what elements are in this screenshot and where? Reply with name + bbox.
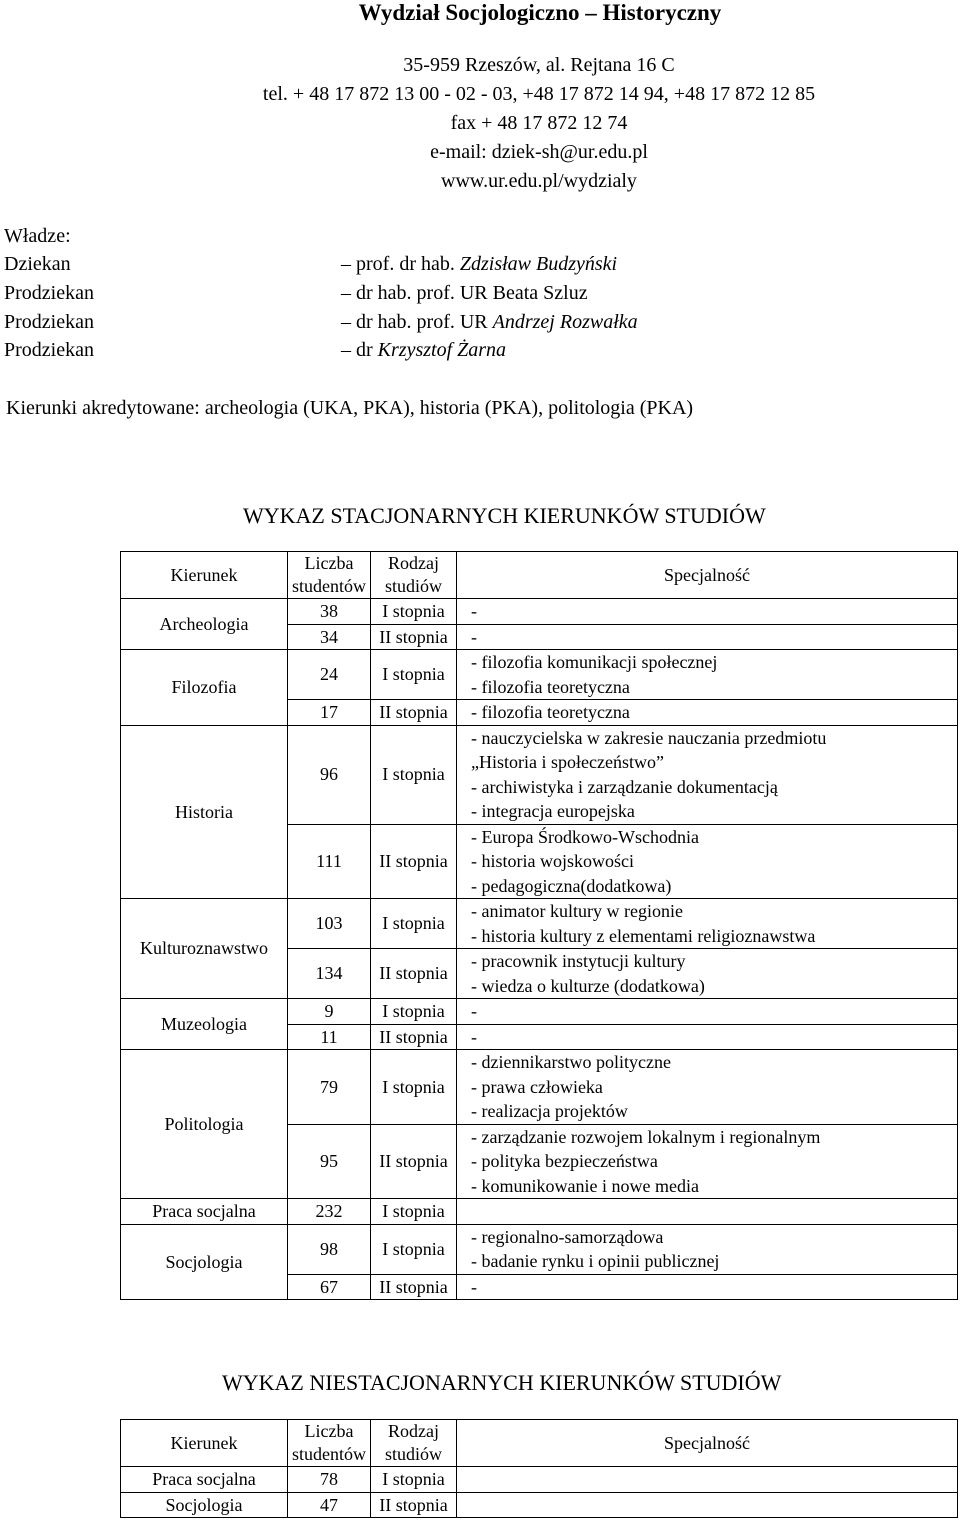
student-count: 9 — [288, 999, 371, 1025]
specialization-line: - filozofia teoretyczna — [471, 676, 630, 697]
study-level: II stopnia — [371, 1492, 457, 1518]
study-level: I stopnia — [371, 999, 457, 1025]
study-level: I stopnia — [371, 725, 457, 824]
specialization-line: - historia kultury z elementami religioznawstwa — [471, 925, 816, 946]
specialization-line: - filozofia komunikacji społecznej — [471, 652, 718, 672]
col-rodzaj: Rodzaj studiów — [371, 552, 457, 599]
vice-dean-entry: – dr Krzysztof Żarna — [341, 339, 507, 361]
specializations — [457, 899, 958, 949]
program-name: Filozofia — [121, 650, 288, 726]
role-label: Dziekan — [4, 253, 71, 275]
study-level: I stopnia — [371, 899, 457, 949]
specializations — [457, 1224, 958, 1274]
student-count: 67 — [288, 1274, 371, 1300]
program-name: Praca socjalna — [121, 1467, 288, 1493]
address-line: 35-959 Rzeszów, al. Rejtana 16 C — [403, 54, 675, 76]
table-header-row — [121, 1420, 958, 1467]
table-row — [121, 599, 958, 625]
table-row — [121, 650, 958, 700]
col-liczba: Liczba studentów — [288, 1420, 371, 1467]
specializations — [457, 725, 958, 824]
col-kierunek: Kierunek — [121, 1420, 288, 1467]
student-count: 79 — [288, 1050, 371, 1125]
specializations — [457, 1124, 958, 1199]
specializations — [457, 700, 958, 726]
specializations — [457, 824, 958, 899]
accredited-programs: Kierunki akredytowane: archeologia (UKA, PKA), historia (PKA), politologia (PKA) — [6, 397, 694, 419]
vice-dean-entry: – dr hab. prof. UR Andrzej Rozwałka — [341, 311, 638, 333]
specialization-line: - prawa człowieka — [471, 1076, 603, 1097]
specialization-line: - pracownik instytucji kultury — [471, 951, 686, 971]
program-name: Kulturoznawstwo — [121, 899, 288, 999]
table-row — [121, 1492, 958, 1518]
study-level: I stopnia — [371, 599, 457, 625]
student-count: 134 — [288, 949, 371, 999]
specialization-line: - regionalno-samorządowa — [471, 1226, 664, 1247]
specialization-line: - — [471, 626, 477, 647]
telephone-line: tel. + 48 17 872 13 00 - 02 - 03, +48 17 872 14 94, +48 17 872 12 85 — [262, 83, 816, 105]
student-count: 47 — [288, 1492, 371, 1518]
specializations — [457, 650, 958, 700]
program-name: Politologia — [121, 1050, 288, 1199]
specializations — [457, 1024, 958, 1050]
col-liczba: Liczba studentów — [288, 552, 371, 599]
website-line: www.ur.edu.pl/wydzialy — [441, 170, 637, 192]
table-row — [121, 1467, 958, 1493]
specialization-line: - Europa Środkowo-Wschodnia — [471, 826, 699, 847]
email-line: e-mail: dziek-sh@ur.edu.pl — [430, 141, 648, 163]
specialization-line: - historia wojskowości — [471, 851, 634, 871]
student-count: 11 — [288, 1024, 371, 1050]
table-header-row — [121, 552, 958, 599]
col-kierunek: Kierunek — [121, 552, 288, 599]
stationary-programs-table — [120, 551, 958, 1300]
specialization-line: - — [471, 601, 477, 621]
table-row — [121, 1050, 958, 1125]
study-level: II stopnia — [371, 1024, 457, 1050]
role-label: Prodziekan — [4, 311, 94, 333]
program-name: Praca socjalna — [121, 1199, 288, 1225]
nonstationary-programs-table — [120, 1419, 958, 1518]
specialization-line: - wiedza o kulturze (dodatkowa) — [471, 975, 705, 996]
program-name: Historia — [121, 725, 288, 899]
table-row — [121, 999, 958, 1025]
specializations — [457, 1199, 958, 1225]
specializations — [457, 949, 958, 999]
program-name: Socjologia — [121, 1492, 288, 1518]
specializations — [457, 1050, 958, 1125]
role-label: Prodziekan — [4, 339, 94, 361]
table-row — [121, 899, 958, 949]
vice-dean-entry: – dr hab. prof. UR Beata Szluz — [341, 282, 588, 304]
study-level: II stopnia — [371, 1124, 457, 1199]
dean-entry: – prof. dr hab. Zdzisław Budzyński — [341, 253, 618, 275]
student-count: 78 — [288, 1467, 371, 1493]
table-row — [121, 725, 958, 824]
specializations — [457, 599, 958, 625]
specialization-line: „Historia i społeczeństwo” — [471, 752, 664, 772]
table-row — [121, 1224, 958, 1274]
specialization-line: - animator kultury w regionie — [471, 901, 683, 921]
specializations — [457, 1274, 958, 1300]
student-count: 96 — [288, 725, 371, 824]
specialization-line: - pedagogiczna(dodatkowa) — [471, 875, 672, 896]
study-level: II stopnia — [371, 700, 457, 726]
study-level: II stopnia — [371, 624, 457, 650]
specialization-line: - nauczycielska w zakresie nauczania przedmiotu — [471, 727, 827, 748]
specialization-line: - — [471, 1276, 477, 1297]
specializations — [457, 624, 958, 650]
specializations — [457, 1492, 958, 1518]
student-count: 34 — [288, 624, 371, 650]
program-name: Socjologia — [121, 1224, 288, 1300]
specializations — [457, 1467, 958, 1493]
faculty-title: Wydział Socjologiczno – Historyczny — [358, 0, 722, 25]
fax-line: fax + 48 17 872 12 74 — [450, 112, 628, 134]
authorities-heading: Władze: — [4, 225, 71, 247]
student-count: 98 — [288, 1224, 371, 1274]
student-count: 17 — [288, 700, 371, 726]
study-level: I stopnia — [371, 1199, 457, 1225]
specialization-line: - realizacja projektów — [471, 1101, 628, 1121]
specialization-line: - dziennikarstwo polityczne — [471, 1052, 671, 1072]
study-level: I stopnia — [371, 1224, 457, 1274]
student-count: 111 — [288, 824, 371, 899]
col-specjalnosc: Specjalność — [457, 1420, 958, 1467]
study-level: I stopnia — [371, 1467, 457, 1493]
stationary-heading: WYKAZ STACJONARNYCH KIERUNKÓW STUDIÓW — [243, 503, 766, 528]
nonstationary-heading: WYKAZ NIESTACJONARNYCH KIERUNKÓW STUDIÓW — [222, 1370, 782, 1395]
specialization-line: - archiwistyka i zarządzanie dokumentacją — [471, 776, 778, 797]
student-count: 103 — [288, 899, 371, 949]
specialization-line: - polityka bezpieczeństwa — [471, 1151, 658, 1171]
specialization-line: - — [471, 1026, 477, 1047]
col-rodzaj: Rodzaj studiów — [371, 1420, 457, 1467]
program-name: Archeologia — [121, 599, 288, 650]
study-level: II stopnia — [371, 824, 457, 899]
program-name: Muzeologia — [121, 999, 288, 1050]
specialization-line: - — [471, 1001, 477, 1021]
specialization-line: - badanie rynku i opinii publicznej — [471, 1251, 720, 1271]
student-count: 24 — [288, 650, 371, 700]
study-level: II stopnia — [371, 1274, 457, 1300]
study-level: I stopnia — [371, 650, 457, 700]
role-label: Prodziekan — [4, 282, 94, 304]
table-row — [121, 1199, 958, 1225]
study-level: II stopnia — [371, 949, 457, 999]
specialization-line: - integracja europejska — [471, 801, 635, 821]
student-count: 232 — [288, 1199, 371, 1225]
specialization-line: - filozofia teoretyczna — [471, 702, 630, 722]
student-count: 95 — [288, 1124, 371, 1199]
student-count: 38 — [288, 599, 371, 625]
specialization-line: - zarządzanie rozwojem lokalnym i regionalnym — [471, 1126, 821, 1147]
specializations — [457, 999, 958, 1025]
study-level: I stopnia — [371, 1050, 457, 1125]
col-specjalnosc: Specjalność — [457, 552, 958, 599]
specialization-line: - komunikowanie i nowe media — [471, 1175, 699, 1196]
